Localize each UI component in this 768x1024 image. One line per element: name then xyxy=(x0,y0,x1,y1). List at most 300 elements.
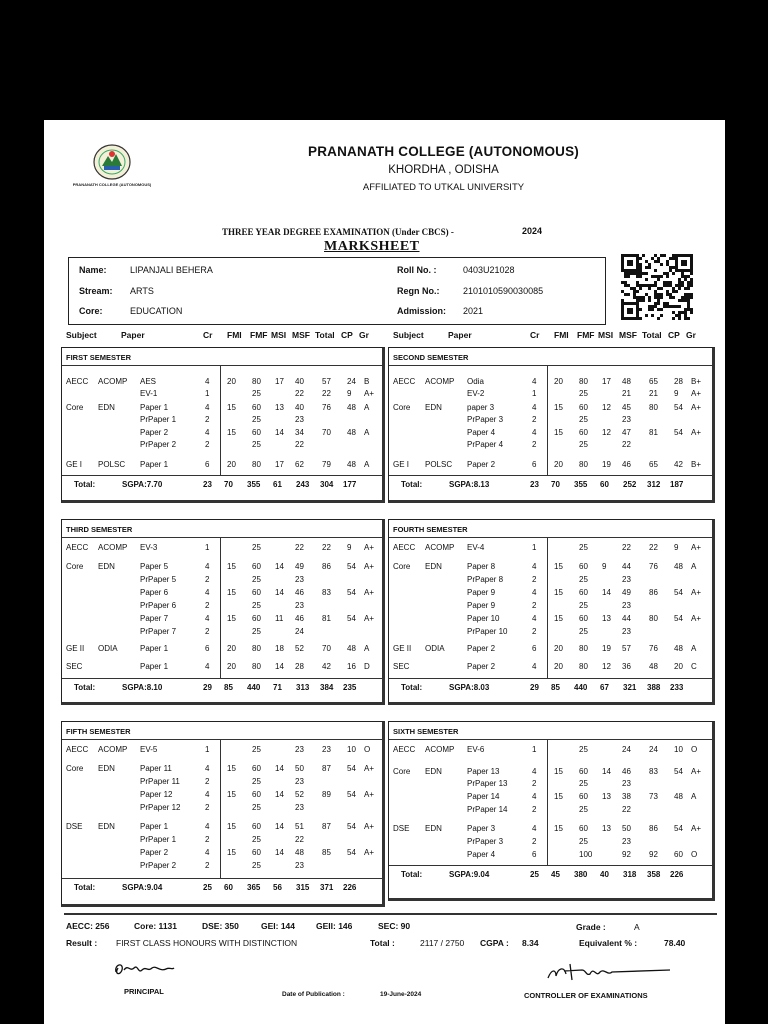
cell-cp: 48 xyxy=(347,644,356,653)
cell-cp: 60 xyxy=(674,850,683,859)
cell-fmf: 100 xyxy=(579,850,593,859)
cell-paper: EV-4 xyxy=(467,543,485,552)
cell-total: 24 xyxy=(649,745,658,754)
column-header-gr: Gr xyxy=(686,330,696,340)
cell-msi: 19 xyxy=(602,460,611,469)
summary-dse: DSE: 350 xyxy=(202,921,239,931)
total-fmi: 45 xyxy=(551,870,560,879)
cell-fmf: 80 xyxy=(252,377,261,386)
cell-cr: 4 xyxy=(205,848,210,857)
cell-paper: Paper 11 xyxy=(140,764,172,773)
cell-cp: 54 xyxy=(674,428,683,437)
cell-fmf: 80 xyxy=(579,377,588,386)
total-fmf: 365 xyxy=(247,883,261,892)
cell-cp: 24 xyxy=(347,377,356,386)
total-divider xyxy=(389,475,712,476)
cell-msi: 14 xyxy=(275,764,284,773)
cell-subject-code: POLSC xyxy=(98,460,126,469)
cell-paper: PrPaper 12 xyxy=(140,803,181,812)
cell-total: 87 xyxy=(322,822,331,831)
total-fmi: 60 xyxy=(224,883,233,892)
cell-subject-code: ACOMP xyxy=(425,543,455,552)
cell-subject-code: ACOMP xyxy=(98,745,128,754)
cell-gr: A+ xyxy=(364,614,375,623)
cell-total: 65 xyxy=(649,377,658,386)
cell-msf: 46 xyxy=(295,588,304,597)
cell-cr: 4 xyxy=(532,428,537,437)
cell-paper: Paper 5 xyxy=(140,562,169,571)
cell-paper: PrPaper 2 xyxy=(140,861,177,870)
cell-paper: Paper 2 xyxy=(467,644,496,653)
principal-label: PRINCIPAL xyxy=(124,987,164,996)
cell-msf: 23 xyxy=(622,837,631,846)
cell-msf: 44 xyxy=(622,562,631,571)
semester-title: FOURTH SEMESTER xyxy=(393,525,468,534)
cell-paper: Paper 4 xyxy=(467,428,496,437)
total-cr: 25 xyxy=(203,883,212,892)
summary-sec: SEC: 90 xyxy=(378,921,411,931)
cell-msf: 49 xyxy=(622,588,631,597)
cell-gr: B+ xyxy=(691,460,702,469)
cell-gr: A+ xyxy=(691,403,702,412)
semester-title: FIFTH SEMESTER xyxy=(66,727,131,736)
semester-box-3 xyxy=(61,519,385,705)
total-cp: 235 xyxy=(343,683,357,692)
cell-fmf: 60 xyxy=(252,588,261,597)
cell-total: 81 xyxy=(649,428,658,437)
cell-total: 86 xyxy=(322,562,331,571)
cell-msf: 62 xyxy=(295,460,304,469)
column-header-paper: Paper xyxy=(448,330,472,340)
final-grade: A xyxy=(634,922,640,932)
cell-paper: PrPaper 11 xyxy=(140,777,180,786)
cell-msf: 47 xyxy=(622,428,631,437)
cell-fmf: 25 xyxy=(252,745,261,754)
stream-label: Stream: xyxy=(79,286,113,296)
cell-cr: 6 xyxy=(532,850,537,859)
cell-fmi: 15 xyxy=(227,790,236,799)
cell-cp: 54 xyxy=(347,822,356,831)
student-stream: ARTS xyxy=(130,286,154,296)
cell-cr: 6 xyxy=(532,460,537,469)
cell-msi: 14 xyxy=(275,588,284,597)
cell-msf: 23 xyxy=(295,601,304,610)
cell-cr: 4 xyxy=(205,588,210,597)
cell-fmf: 60 xyxy=(252,403,261,412)
cell-paper: Paper 8 xyxy=(467,562,496,571)
cell-cr: 2 xyxy=(532,575,537,584)
cell-subject-code: EDN xyxy=(98,822,115,831)
semester-title: THIRD SEMESTER xyxy=(66,525,133,534)
cell-fmi: 20 xyxy=(554,460,563,469)
cell-cr: 1 xyxy=(532,543,537,552)
cell-fmf: 25 xyxy=(252,543,261,552)
cell-cp: 48 xyxy=(347,403,356,412)
cell-msf: 40 xyxy=(295,377,304,386)
cell-msi: 9 xyxy=(602,562,607,571)
column-header-msf: MSF xyxy=(292,330,310,340)
column-divider xyxy=(547,365,548,475)
total-divider xyxy=(389,678,712,679)
cell-fmi: 15 xyxy=(227,428,236,437)
cell-cp: 9 xyxy=(347,389,352,398)
cell-paper: Paper 1 xyxy=(140,460,169,469)
cell-gr: A xyxy=(364,403,370,412)
cell-msi: 12 xyxy=(602,662,611,671)
cell-gr: A+ xyxy=(364,848,375,857)
cell-msi: 19 xyxy=(602,644,611,653)
cell-fmi: 20 xyxy=(554,377,563,386)
cell-paper: EV-3 xyxy=(140,543,158,552)
cell-total: 89 xyxy=(322,790,331,799)
cell-cr: 2 xyxy=(205,627,210,636)
cell-cr: 4 xyxy=(205,377,210,386)
cell-fmf: 60 xyxy=(579,792,588,801)
total-msf: 321 xyxy=(623,683,637,692)
total-cr: 23 xyxy=(530,480,539,489)
cell-msf: 92 xyxy=(622,850,631,859)
cell-cr: 2 xyxy=(205,835,210,844)
cell-cr: 4 xyxy=(205,428,210,437)
total-fmf: 380 xyxy=(574,870,588,879)
total-total: 388 xyxy=(647,683,661,692)
cell-cr: 2 xyxy=(205,777,210,786)
cell-cp: 16 xyxy=(347,662,356,671)
cell-fmf: 25 xyxy=(252,415,261,424)
cell-fmf: 25 xyxy=(579,389,588,398)
semester-box-6 xyxy=(388,721,715,901)
cell-subject: SEC xyxy=(393,662,410,671)
cell-fmi: 20 xyxy=(227,644,236,653)
cell-cp: 54 xyxy=(674,767,683,776)
total-label: Total: xyxy=(74,683,96,692)
total-msi: 67 xyxy=(600,683,609,692)
cell-cp: 10 xyxy=(674,745,683,754)
cell-fmf: 60 xyxy=(252,562,261,571)
cell-gr: O xyxy=(691,745,698,754)
cell-fmi: 15 xyxy=(554,824,563,833)
total-sgpa: SGPA:8.10 xyxy=(122,683,163,692)
cell-cp: 54 xyxy=(347,848,356,857)
cell-gr: A+ xyxy=(691,389,702,398)
cell-fmi: 15 xyxy=(554,792,563,801)
cell-fmf: 60 xyxy=(252,614,261,623)
total-fmi: 85 xyxy=(224,683,233,692)
cell-total: 83 xyxy=(322,588,331,597)
total-cp: 177 xyxy=(343,480,357,489)
cell-subject-code: EDN xyxy=(425,824,442,833)
cell-msf: 50 xyxy=(295,764,304,773)
cell-msi: 13 xyxy=(602,824,611,833)
total-divider xyxy=(62,678,382,679)
cell-subject-code: EDN xyxy=(425,767,442,776)
cell-paper: Paper 4 xyxy=(467,850,496,859)
semester-box-1 xyxy=(61,347,385,503)
cell-msf: 22 xyxy=(295,543,304,552)
cell-msf: 34 xyxy=(295,428,304,437)
cell-cr: 6 xyxy=(205,460,210,469)
cell-msi: 18 xyxy=(275,644,284,653)
total-sgpa: SGPA:9.04 xyxy=(449,870,490,879)
total-total: 358 xyxy=(647,870,661,879)
cell-subject: AECC xyxy=(393,745,416,754)
cell-msf: 21 xyxy=(622,389,631,398)
cell-msf: 22 xyxy=(295,835,304,844)
total-marks: 2117 / 2750 xyxy=(420,938,465,948)
cell-cp: 20 xyxy=(674,662,683,671)
cell-paper: Paper 10 xyxy=(467,614,500,623)
cell-cp: 48 xyxy=(674,644,683,653)
exam-year: 2024 xyxy=(522,226,543,236)
total-msi: 40 xyxy=(600,870,609,879)
cell-fmf: 25 xyxy=(579,415,588,424)
total-msi: 60 xyxy=(600,480,609,489)
cell-paper: EV-2 xyxy=(467,389,485,398)
cell-subject: DSE xyxy=(66,822,83,831)
cell-total: 76 xyxy=(649,644,658,653)
cell-msf: 44 xyxy=(622,614,631,623)
cell-msi: 17 xyxy=(275,460,284,469)
name-label: Name: xyxy=(79,265,107,275)
cell-msi: 14 xyxy=(275,848,284,857)
cell-msf: 24 xyxy=(295,627,304,636)
cell-msf: 48 xyxy=(622,377,631,386)
cell-subject: GE II xyxy=(66,644,85,653)
total-sgpa: SGPA:8.13 xyxy=(449,480,490,489)
cell-fmf: 25 xyxy=(579,805,588,814)
cell-gr: A xyxy=(364,428,370,437)
cell-fmf: 25 xyxy=(579,745,588,754)
total-divider xyxy=(62,878,382,879)
cell-fmf: 25 xyxy=(579,575,588,584)
cell-cp: 48 xyxy=(347,428,356,437)
college-affiliation: AFFILIATED TO UTKAL UNIVERSITY xyxy=(362,182,525,193)
cell-paper: EV-6 xyxy=(467,745,485,754)
cell-fmi: 15 xyxy=(227,614,236,623)
cell-fmf: 80 xyxy=(252,460,261,469)
cell-paper: PrPaper 4 xyxy=(467,440,504,449)
cell-paper: Paper 7 xyxy=(140,614,169,623)
cell-cr: 2 xyxy=(532,805,537,814)
cell-fmf: 60 xyxy=(252,848,261,857)
cell-fmi: 15 xyxy=(554,588,563,597)
total-msi: 71 xyxy=(273,683,282,692)
cell-gr: A+ xyxy=(691,614,702,623)
cell-paper: PrPaper 5 xyxy=(140,575,177,584)
total-divider xyxy=(389,865,712,866)
cell-fmi: 15 xyxy=(554,403,563,412)
cell-gr: A+ xyxy=(691,428,702,437)
cell-msi: 12 xyxy=(602,428,611,437)
cell-total: 76 xyxy=(322,403,331,412)
cell-fmi: 15 xyxy=(227,822,236,831)
regn-label: Regn No.: xyxy=(397,286,440,296)
cell-total: 21 xyxy=(649,389,658,398)
cell-msf: 51 xyxy=(295,822,304,831)
cell-fmi: 20 xyxy=(554,662,563,671)
cell-msi: 14 xyxy=(275,790,284,799)
cell-cr: 4 xyxy=(532,662,537,671)
cell-cp: 48 xyxy=(674,792,683,801)
cell-fmi: 15 xyxy=(554,614,563,623)
cell-msi: 13 xyxy=(275,403,284,412)
total-label: Total: xyxy=(74,883,96,892)
cell-cr: 2 xyxy=(532,415,537,424)
cell-fmf: 60 xyxy=(252,428,261,437)
total-total: 384 xyxy=(320,683,334,692)
cell-gr: A+ xyxy=(691,588,702,597)
total-msf: 315 xyxy=(296,883,310,892)
cell-cr: 2 xyxy=(205,415,210,424)
cell-paper: PrPaper 10 xyxy=(467,627,508,636)
cell-msi: 13 xyxy=(602,614,611,623)
cell-fmf: 25 xyxy=(252,440,261,449)
total-total: 312 xyxy=(647,480,661,489)
cell-fmi: 20 xyxy=(227,662,236,671)
cell-msf: 50 xyxy=(622,824,631,833)
summary-gei: GEI: 144 xyxy=(261,921,296,931)
cell-msf: 52 xyxy=(295,790,304,799)
semester-title: SIXTH SEMESTER xyxy=(393,727,459,736)
student-info-box xyxy=(68,257,606,325)
cell-subject: AECC xyxy=(66,377,89,386)
cell-cp: 10 xyxy=(347,745,356,754)
cell-msf: 23 xyxy=(295,777,304,786)
semester-title-divider xyxy=(389,739,712,740)
publication-label: Date of Publication : xyxy=(282,991,345,998)
total-fmi: 70 xyxy=(224,480,233,489)
cell-msf: 23 xyxy=(622,601,631,610)
cell-subject-code: EDN xyxy=(425,403,442,412)
cell-msf: 23 xyxy=(295,415,304,424)
cell-paper: PrPaper 13 xyxy=(467,779,508,788)
column-header-cp: CP xyxy=(341,330,353,340)
cell-fmf: 25 xyxy=(579,440,588,449)
total-sgpa: SGPA:9.04 xyxy=(122,883,163,892)
cell-subject: GE I xyxy=(393,460,410,469)
cell-cr: 2 xyxy=(205,803,210,812)
column-header-fmi: FMI xyxy=(227,330,242,340)
total-total: 371 xyxy=(320,883,334,892)
cell-paper: Paper 2 xyxy=(140,848,169,857)
cell-total: 80 xyxy=(649,403,658,412)
cell-paper: Paper 9 xyxy=(467,588,496,597)
cell-paper: paper 3 xyxy=(467,403,495,412)
marksheet-page xyxy=(44,120,725,1024)
semester-title-divider xyxy=(62,739,382,740)
result-value: FIRST CLASS HONOURS WITH DISTINCTION xyxy=(116,938,298,948)
cell-fmf: 60 xyxy=(579,824,588,833)
total-label: Total : xyxy=(370,938,395,948)
cell-subject: AECC xyxy=(393,543,416,552)
total-sgpa: SGPA:8.03 xyxy=(449,683,490,692)
column-header-fmf: FMF xyxy=(577,330,595,340)
cell-fmf: 60 xyxy=(252,764,261,773)
cell-subject: Core xyxy=(393,562,411,571)
column-header-fmi: FMI xyxy=(554,330,569,340)
cell-paper: PrPaper 6 xyxy=(140,601,177,610)
cell-msf: 49 xyxy=(295,562,304,571)
cell-msi: 14 xyxy=(275,662,284,671)
cell-msi: 14 xyxy=(275,822,284,831)
cell-msi: 14 xyxy=(602,588,611,597)
cell-fmi: 15 xyxy=(554,767,563,776)
cell-gr: A+ xyxy=(691,824,702,833)
semester-box-5 xyxy=(61,721,385,907)
cell-msf: 24 xyxy=(622,745,631,754)
column-header-subject: Subject xyxy=(66,330,97,340)
column-header-paper: Paper xyxy=(121,330,145,340)
cell-subject: Core xyxy=(66,403,84,412)
cell-msi: 14 xyxy=(602,767,611,776)
total-cr: 29 xyxy=(530,683,539,692)
cell-paper: PrPaper 8 xyxy=(467,575,504,584)
cell-subject: SEC xyxy=(66,662,83,671)
cell-paper: Odia xyxy=(467,377,484,386)
cell-subject-code: EDN xyxy=(98,764,115,773)
column-divider xyxy=(220,537,221,678)
cell-cr: 4 xyxy=(532,377,537,386)
summary-core: Core: 1131 xyxy=(134,921,177,931)
regn-number: 2101010590030085 xyxy=(463,286,544,296)
cell-cr: 4 xyxy=(205,822,210,831)
cell-total: 83 xyxy=(649,767,658,776)
column-header-msi: MSI xyxy=(271,330,287,340)
cell-paper: PrPaper 3 xyxy=(467,415,504,424)
cell-cp: 9 xyxy=(347,543,352,552)
cell-msf: 22 xyxy=(295,440,304,449)
cell-fmi: 15 xyxy=(227,403,236,412)
cell-msf: 46 xyxy=(622,460,631,469)
cell-msf: 23 xyxy=(295,575,304,584)
cell-fmf: 25 xyxy=(252,627,261,636)
cell-paper: AES xyxy=(140,377,157,386)
semester-title-divider xyxy=(62,537,382,538)
cell-total: 80 xyxy=(649,614,658,623)
total-fmi: 70 xyxy=(551,480,560,489)
column-divider xyxy=(547,739,548,865)
cell-fmf: 60 xyxy=(579,562,588,571)
cgpa-label: CGPA : xyxy=(480,938,509,948)
cell-fmf: 25 xyxy=(579,627,588,636)
cell-cr: 2 xyxy=(205,575,210,584)
cell-cp: 28 xyxy=(674,377,683,386)
cell-gr: A+ xyxy=(364,588,375,597)
cell-msi: 12 xyxy=(602,403,611,412)
cell-cr: 6 xyxy=(532,644,537,653)
total-fmf: 440 xyxy=(574,683,588,692)
cell-gr: A+ xyxy=(364,562,375,571)
cell-subject-code: EDN xyxy=(98,562,115,571)
cell-cr: 4 xyxy=(205,662,210,671)
cell-paper: PrPaper 14 xyxy=(467,805,508,814)
cell-fmi: 15 xyxy=(227,588,236,597)
cell-paper: Paper 1 xyxy=(140,662,169,671)
total-label: Total: xyxy=(401,870,423,879)
column-header-total: Total xyxy=(642,330,662,340)
cell-cp: 9 xyxy=(674,389,679,398)
cell-total: 86 xyxy=(649,824,658,833)
equivalent-label: Equivalent % : xyxy=(579,938,638,948)
cell-cp: 54 xyxy=(347,790,356,799)
cell-paper: EV-1 xyxy=(140,389,158,398)
cell-fmi: 20 xyxy=(227,460,236,469)
total-cr: 23 xyxy=(203,480,212,489)
cell-cr: 2 xyxy=(532,779,537,788)
cell-subject: Core xyxy=(393,767,411,776)
cell-fmf: 25 xyxy=(579,779,588,788)
cell-msi: 11 xyxy=(275,614,284,623)
